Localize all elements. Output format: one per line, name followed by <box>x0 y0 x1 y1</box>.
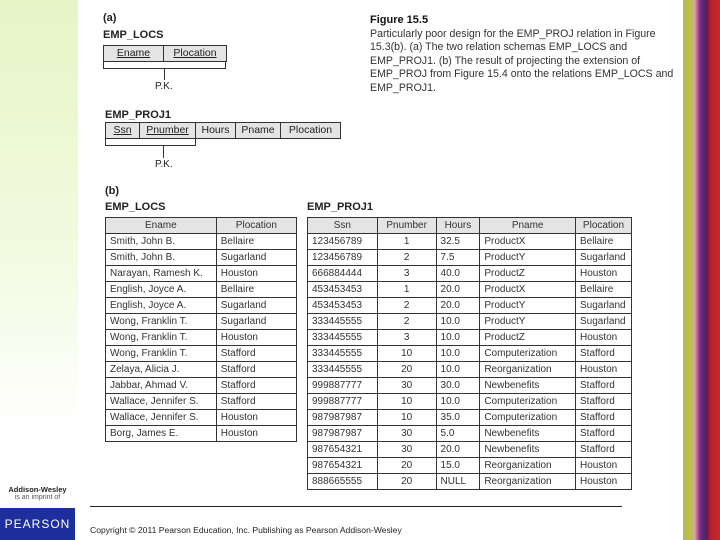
copyright: Copyright © 2011 Pearson Education, Inc. Publishing as Pearson Addison-Wesley <box>90 525 402 535</box>
table-cell: 10.0 <box>436 314 480 330</box>
table-cell: 987987987 <box>308 410 378 426</box>
table-cell: 666884444 <box>308 266 378 282</box>
table-cell: 10 <box>377 346 436 362</box>
table-cell: Reorganization <box>480 458 576 474</box>
table-cell: Stafford <box>576 410 632 426</box>
table-cell: 10.0 <box>436 394 480 410</box>
table-cell: ProductY <box>480 250 576 266</box>
schema-col: Ssn <box>106 123 140 138</box>
table-cell: 999887777 <box>308 394 378 410</box>
table-cell: Stafford <box>576 378 632 394</box>
table-row <box>308 298 632 314</box>
table-cell: 20 <box>377 362 436 378</box>
table-cell: Wong, Franklin T. <box>106 346 217 362</box>
imprint-text: is an imprint of <box>14 494 61 501</box>
emp-proj1-table-title: EMP_PROJ1 <box>307 201 374 213</box>
table-cell: Sugarland <box>576 314 632 330</box>
table-cell: Houston <box>576 458 632 474</box>
table-row <box>106 250 297 266</box>
table-cell: 2 <box>377 298 436 314</box>
column-header: Pnumber <box>377 218 436 234</box>
table-row <box>308 394 632 410</box>
emp-proj1-table <box>307 217 632 490</box>
table-cell: ProductZ <box>480 330 576 346</box>
table-cell: Houston <box>216 266 296 282</box>
table-cell: Houston <box>576 330 632 346</box>
column-header: Hours <box>436 218 480 234</box>
table-cell: ProductY <box>480 298 576 314</box>
schema-col: Ename <box>104 46 164 61</box>
table-cell: Houston <box>216 426 296 442</box>
table-row <box>106 314 297 330</box>
table-cell: ProductX <box>480 234 576 250</box>
emp-proj1-schema-title: EMP_PROJ1 <box>105 109 172 121</box>
table-cell: 32.5 <box>436 234 480 250</box>
table-cell: Sugarland <box>216 314 296 330</box>
left-decor-panel <box>0 0 78 540</box>
pk-label: P.K. <box>155 159 173 170</box>
table-cell: Sugarland <box>216 250 296 266</box>
table-cell: 987654321 <box>308 458 378 474</box>
table-row <box>308 362 632 378</box>
table-cell: Stafford <box>576 426 632 442</box>
table-cell: Stafford <box>576 442 632 458</box>
table-cell: 333445555 <box>308 314 378 330</box>
table-cell: 453453453 <box>308 282 378 298</box>
table-row <box>308 234 632 250</box>
table-row <box>308 330 632 346</box>
table-cell: Jabbar, Ahmad V. <box>106 378 217 394</box>
pk-label: P.K. <box>155 81 173 92</box>
table-cell: 20 <box>377 474 436 490</box>
table-cell: 123456789 <box>308 250 378 266</box>
table-cell: Zelaya, Alicia J. <box>106 362 217 378</box>
emp-locs-schema-title: EMP_LOCS <box>103 29 164 41</box>
table-row <box>106 282 297 298</box>
footer-divider <box>90 506 622 507</box>
table-cell: Bellaire <box>576 234 632 250</box>
table-cell: 30 <box>377 378 436 394</box>
table-cell: 1 <box>377 234 436 250</box>
table-row <box>106 362 297 378</box>
table-cell: Wallace, Jennifer S. <box>106 394 217 410</box>
table-cell: Houston <box>576 474 632 490</box>
table-cell: Narayan, Ramesh K. <box>106 266 217 282</box>
schema-col: Pnumber <box>140 123 196 138</box>
emp-locs-table <box>105 217 297 442</box>
table-cell: 123456789 <box>308 234 378 250</box>
table-row <box>106 378 297 394</box>
pk-line <box>164 69 165 80</box>
right-decor-stripe <box>683 0 720 540</box>
table-cell: 333445555 <box>308 330 378 346</box>
schema-col: Plocation <box>288 124 333 136</box>
table-cell: Bellaire <box>216 234 296 250</box>
table-cell: Reorganization <box>480 362 576 378</box>
column-header: Plocation <box>576 218 632 234</box>
pk-bracket <box>105 139 196 146</box>
table-cell: 30.0 <box>436 378 480 394</box>
table-cell: 20.0 <box>436 282 480 298</box>
figure-text: Particularly poor design for the EMP_PROJ relation in Figure 15.3(b). (a) The two relation schemas EMP_LOCS and EMP_PROJ1. (b) The result of projecting the extension of EMP_PROJ from Figure 15.4 onto the relations EMP_LOCS and EMP_PROJ1. <box>370 27 674 94</box>
table-cell: 7.5 <box>436 250 480 266</box>
table-cell: Newbenefits <box>480 378 576 394</box>
table-cell: 30 <box>377 442 436 458</box>
table-cell: Houston <box>576 362 632 378</box>
table-cell: 10.0 <box>436 362 480 378</box>
publisher-name: Addison-Wesley <box>8 485 67 494</box>
table-cell: 333445555 <box>308 346 378 362</box>
table-cell: Stafford <box>216 394 296 410</box>
table-row <box>308 378 632 394</box>
table-cell: 888665555 <box>308 474 378 490</box>
table-cell: 2 <box>377 250 436 266</box>
table-row <box>106 298 297 314</box>
emp-locs-table-title: EMP_LOCS <box>105 201 166 213</box>
table-cell: 333445555 <box>308 362 378 378</box>
table-row <box>308 474 632 490</box>
table-cell: Bellaire <box>576 282 632 298</box>
table-cell: Reorganization <box>480 474 576 490</box>
table-cell: 40.0 <box>436 266 480 282</box>
table-cell: 15.0 <box>436 458 480 474</box>
table-cell: Sugarland <box>576 250 632 266</box>
table-cell: Stafford <box>216 362 296 378</box>
emp-locs-schema <box>103 45 227 62</box>
table-cell: 10.0 <box>436 330 480 346</box>
table-row <box>106 330 297 346</box>
table-row <box>308 314 632 330</box>
column-header: Plocation <box>216 218 296 234</box>
table-row <box>308 346 632 362</box>
table-cell: Houston <box>216 330 296 346</box>
table-row <box>106 410 297 426</box>
table-cell: Computerization <box>480 410 576 426</box>
table-cell: 10.0 <box>436 346 480 362</box>
table-row <box>308 458 632 474</box>
table-cell: English, Joyce A. <box>106 282 217 298</box>
table-row <box>308 410 632 426</box>
table-cell: 30 <box>377 426 436 442</box>
table-cell: 10 <box>377 410 436 426</box>
table-row <box>308 250 632 266</box>
schema-col: Pname <box>236 123 281 138</box>
table-cell: Bellaire <box>216 282 296 298</box>
table-cell: Smith, John B. <box>106 250 217 266</box>
table-cell: 5.0 <box>436 426 480 442</box>
pearson-logo: PEARSON <box>0 508 75 540</box>
table-cell: 3 <box>377 330 436 346</box>
table-row <box>308 442 632 458</box>
table-row <box>308 426 632 442</box>
table-cell: 20.0 <box>436 442 480 458</box>
table-cell: ProductY <box>480 314 576 330</box>
table-cell: Wallace, Jennifer S. <box>106 410 217 426</box>
table-cell: 2 <box>377 314 436 330</box>
schema-col: Hours <box>196 123 236 138</box>
table-cell: Houston <box>216 410 296 426</box>
table-cell: Stafford <box>216 346 296 362</box>
table-cell: Wong, Franklin T. <box>106 314 217 330</box>
table-cell: 20 <box>377 458 436 474</box>
table-cell: 999887777 <box>308 378 378 394</box>
header-row <box>308 218 632 234</box>
table-cell: Newbenefits <box>480 442 576 458</box>
part-b-label: (b) <box>105 185 120 197</box>
table-cell: Stafford <box>576 394 632 410</box>
table-cell: Sugarland <box>576 298 632 314</box>
emp-proj1-schema <box>105 122 341 139</box>
table-cell: ProductX <box>480 282 576 298</box>
table-cell: Computerization <box>480 394 576 410</box>
column-header: Ssn <box>308 218 378 234</box>
table-cell: Stafford <box>216 378 296 394</box>
table-row <box>308 266 632 282</box>
table-row <box>106 266 297 282</box>
table-row <box>308 282 632 298</box>
table-cell: 35.0 <box>436 410 480 426</box>
figure-caption <box>370 14 680 96</box>
table-cell: Houston <box>576 266 632 282</box>
table-cell: Smith, John B. <box>106 234 217 250</box>
table-cell: 987987987 <box>308 426 378 442</box>
table-cell: NULL <box>436 474 480 490</box>
header-row <box>106 218 297 234</box>
table-cell: 453453453 <box>308 298 378 314</box>
table-row <box>106 346 297 362</box>
table-cell: Computerization <box>480 346 576 362</box>
pk-bracket <box>103 62 226 69</box>
table-cell: 987654321 <box>308 442 378 458</box>
schema-col: Plocation <box>173 47 217 59</box>
figure-title: Figure 15.5 <box>370 14 429 26</box>
table-cell: 10 <box>377 394 436 410</box>
table-cell: 1 <box>377 282 436 298</box>
table-cell: 20.0 <box>436 298 480 314</box>
table-row <box>106 394 297 410</box>
part-a-label: (a) <box>103 12 117 24</box>
table-cell: Stafford <box>576 346 632 362</box>
table-cell: Sugarland <box>216 298 296 314</box>
table-cell: 3 <box>377 266 436 282</box>
table-cell: Newbenefits <box>480 426 576 442</box>
pk-line <box>163 146 164 158</box>
table-cell: English, Joyce A. <box>106 298 217 314</box>
table-row <box>106 426 297 442</box>
column-header: Pname <box>480 218 576 234</box>
table-cell: Wong, Franklin T. <box>106 330 217 346</box>
column-header: Ename <box>106 218 217 234</box>
table-row <box>106 234 297 250</box>
table-cell: ProductZ <box>480 266 576 282</box>
table-cell: Borg, James E. <box>106 426 217 442</box>
